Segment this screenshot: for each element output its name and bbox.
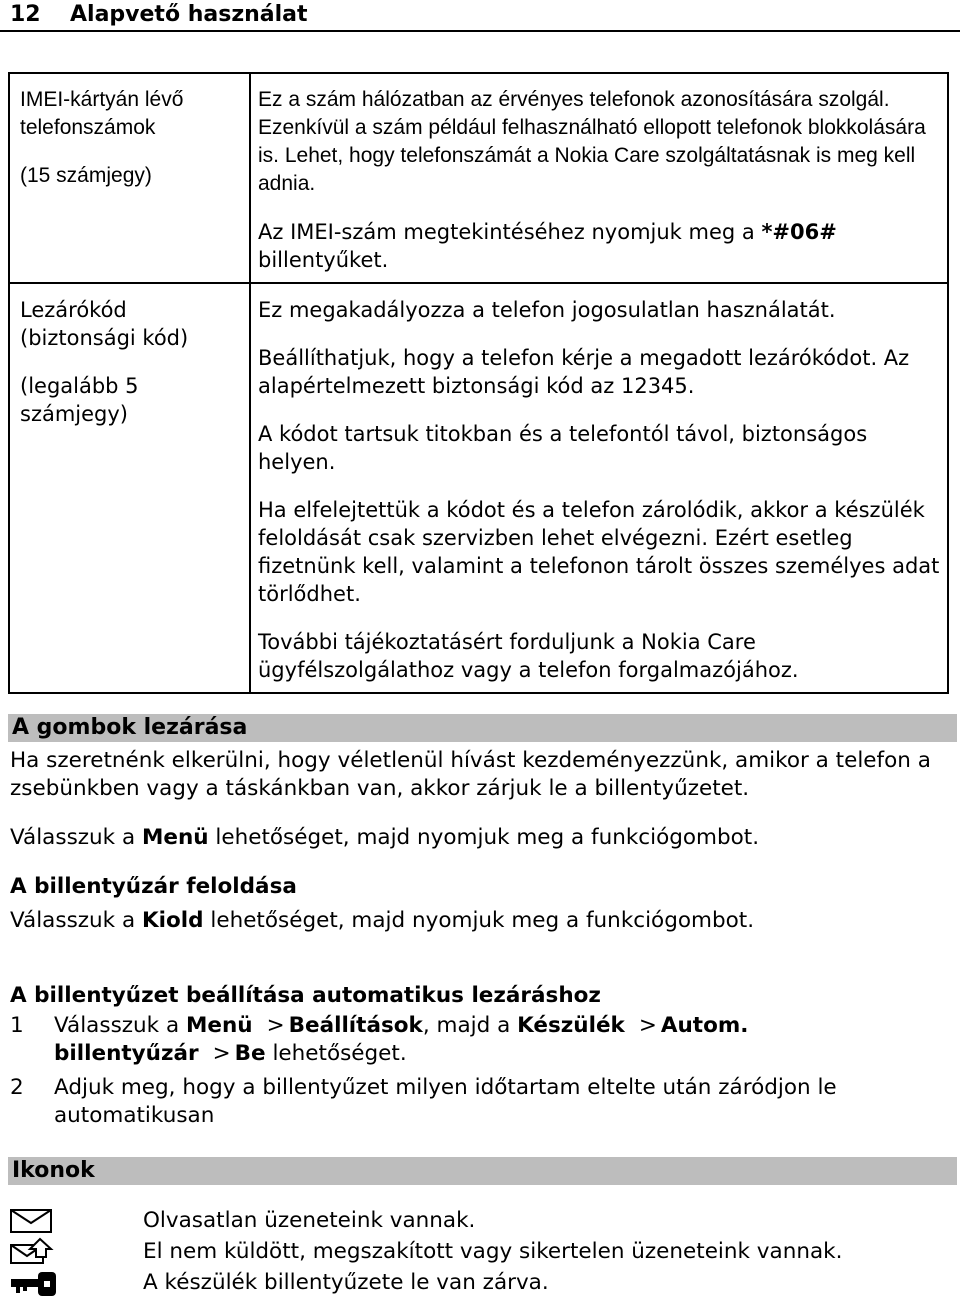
keylock-icon	[8, 1268, 58, 1298]
menu-keyword: Menü	[141, 825, 209, 850]
step1-text-end: lehetőséget.	[265, 1041, 407, 1066]
lock-code-para-2: Beállíthatjuk, hogy a telefon kérje a megadott lezárókódot. Az alapértelmezett biztonsági kód az 12345.	[258, 346, 910, 398]
page-title: Alapvető használat	[70, 2, 308, 27]
imei-description-cell	[250, 73, 948, 283]
imei-view-text: Az IMEI-szám megtekintéséhez nyomjuk meg a	[258, 220, 762, 244]
auto-lock-heading: A billentyűzet beállítása automatikus lezáráshoz	[10, 983, 601, 1008]
auto-lock-step-2	[10, 1074, 940, 1130]
step1-settings: Beállítások	[288, 1013, 423, 1038]
unsent-message-icon	[8, 1237, 58, 1267]
page-number: 12	[10, 2, 41, 27]
page-header	[0, 0, 960, 32]
imei-label: IMEI-kártyán lévő telefonszámok	[20, 88, 184, 139]
icon-row-unread	[8, 1206, 948, 1236]
lock-code-para-5: További tájékoztatásért forduljunk a Nokia Care ügyfélszolgálathoz vagy a telefon forgalmazójához.	[258, 630, 799, 682]
step1-sep-1: >	[266, 1013, 285, 1038]
section-bar-icons: Ikonok	[8, 1157, 957, 1185]
icon-desc-keylock: A készülék billentyűzete le van zárva.	[143, 1270, 549, 1295]
icon-row-keylock	[8, 1268, 948, 1298]
step1-autolock: Autom. billentyűzár	[54, 1013, 749, 1066]
unlock-suffix: lehetőséget, majd nyomjuk meg a funkciógombot.	[203, 908, 755, 933]
keylock-intro: Ha szeretnénk elkerülni, hogy véletlenül hívást kezdeményezzünk, amikor a telefon a zsebünkben vagy a táskánkban van, akkor zárjuk le a billentyűzetet.	[10, 748, 931, 801]
icon-desc-unsent: El nem küldött, megszakított vagy sikertelen üzeneteink vannak.	[143, 1239, 843, 1264]
step1-on: Be	[234, 1041, 266, 1066]
select-prefix: Válasszuk a	[10, 825, 142, 850]
step1-text-mid: , majd a	[422, 1013, 518, 1038]
step1-text-a: Válasszuk a	[54, 1013, 186, 1038]
lock-code-digits: (legalább 5 számjegy)	[20, 374, 139, 426]
imei-digits: (15 számjegy)	[20, 164, 152, 187]
codes-table	[8, 72, 949, 694]
lock-code-label: Lezárókód (biztonsági kód)	[20, 298, 189, 350]
step1-device: Készülék	[517, 1013, 625, 1038]
unlock-prefix: Válasszuk a	[10, 908, 142, 933]
table-row-lock-code	[9, 283, 948, 693]
select-suffix: lehetőséget, majd nyomjuk meg a funkciógombot.	[208, 825, 760, 850]
step-number: 2	[10, 1075, 24, 1100]
imei-description: Ez a szám hálózatban az érvényes telefonok azonosítására szolgál. Ezenkívül a szám például felhasználható ellopott telefonok blokkolására is. Lehet, hogy telefonszámát a Nokia Care szolgáltatásnak is meg kell adnia.	[258, 88, 926, 195]
keylock-select-instruction	[10, 824, 950, 852]
section-bar-keylock: A gombok lezárása	[8, 714, 957, 742]
step1-menu: Menü	[185, 1013, 253, 1038]
step1-sep-2: >	[638, 1013, 657, 1038]
icon-row-unsent	[8, 1237, 948, 1267]
lock-code-para-3: A kódot tartsuk titokban és a telefontól távol, biztonságos helyen.	[258, 422, 868, 474]
table-row-imei	[9, 73, 948, 283]
imei-label-cell	[9, 73, 250, 283]
auto-lock-step-1	[10, 1012, 940, 1068]
imei-view-instruction	[258, 218, 941, 274]
unlock-heading: A billentyűzár feloldása	[10, 874, 297, 899]
step-number: 1	[10, 1013, 24, 1038]
step1-sep-3: >	[212, 1041, 231, 1066]
lock-code-label-cell	[9, 283, 250, 693]
imei-code: *#06#	[761, 220, 837, 244]
kiold-keyword: Kiold	[141, 908, 204, 933]
unlock-instruction	[10, 907, 950, 935]
icon-desc-unread: Olvasatlan üzeneteink vannak.	[143, 1208, 476, 1233]
lock-code-para-1: Ez megakadályozza a telefon jogosulatlan használatát.	[258, 298, 836, 322]
lock-code-description-cell	[250, 283, 948, 693]
imei-view-suffix: billentyűket.	[258, 248, 389, 272]
step2-text: Adjuk meg, hogy a billentyűzet milyen időtartam eltelte után záródjon le automatikusan	[54, 1075, 837, 1128]
lock-code-para-4: Ha elfelejtettük a kódot és a telefon zárolódik, akkor a készülék feloldását csak szervizben lehet elvégezni. Ezért esetleg fizetnünk kell, valamint a telefonon tárolt összes személyes adat törlődhet.	[258, 498, 940, 606]
envelope-icon	[8, 1206, 58, 1236]
